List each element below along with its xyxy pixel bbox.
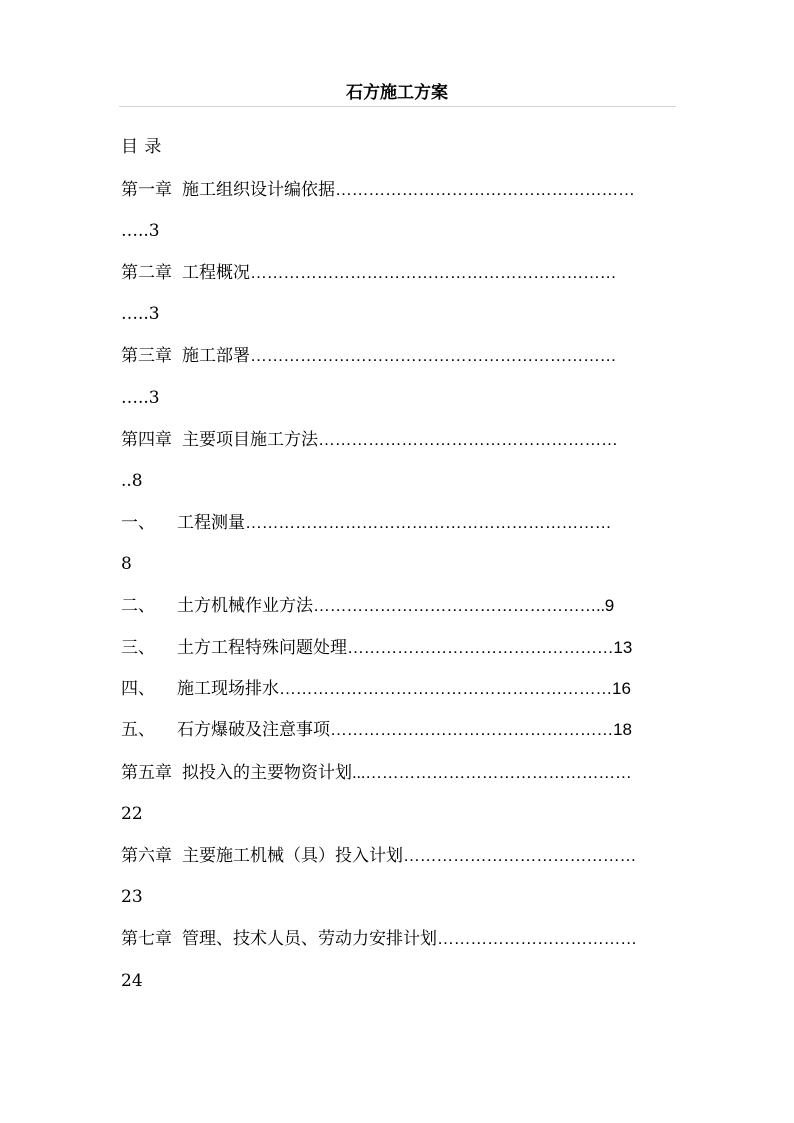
toc-entry-text: 管理、技术人员、劳动力安排计划 xyxy=(182,929,437,949)
toc-entry-leader: ...………………………………………… xyxy=(352,763,632,782)
toc-entry-text: 施工部署 xyxy=(182,346,250,366)
toc-entry-page: ..8 xyxy=(121,471,143,491)
toc-entry-leader: ………………………………………… xyxy=(347,638,614,657)
toc-entry-prefix: 第五章 xyxy=(121,763,172,783)
toc-entry-page: …..3 xyxy=(121,388,160,408)
toc-entry-page: 18 xyxy=(613,720,632,739)
toc-entry-section-4[interactable] xyxy=(121,677,631,701)
toc-entry-section-3[interactable] xyxy=(121,636,632,660)
toc-entry-prefix: 一、 xyxy=(121,513,155,533)
toc-entry-chapter-3[interactable] xyxy=(121,344,616,368)
toc-entry-prefix: 第四章 xyxy=(121,430,172,450)
toc-entry-page: 13 xyxy=(613,638,633,657)
toc-entry-prefix: 二、 xyxy=(121,596,155,616)
toc-entry-leader: ……………………………… xyxy=(437,929,637,948)
toc-entry-page: 16 xyxy=(612,679,631,698)
toc-entry-text: 土方工程特殊问题处理 xyxy=(177,638,347,658)
toc-entry-text: 工程概况 xyxy=(182,263,250,283)
toc-entry-leader: ………………………………………………………… xyxy=(250,346,617,365)
toc-entry-leader: ……………………………………………… xyxy=(335,180,635,199)
toc-entry-page: 22 xyxy=(121,804,143,824)
toc-entry-chapter-4[interactable] xyxy=(121,428,618,452)
toc-entry-page: 8 xyxy=(121,554,132,574)
toc-entry-leader: …………………………………………………… xyxy=(279,679,613,698)
toc-entry-text: 施工现场排水 xyxy=(177,679,279,699)
toc-entry-section-1[interactable] xyxy=(121,511,611,535)
toc-entry-prefix: 第三章 xyxy=(121,346,172,366)
toc-entry-section-2[interactable] xyxy=(121,594,614,618)
page-header-title: 石方施工方案 xyxy=(346,83,448,103)
toc-entry-chapter-6[interactable] xyxy=(121,844,636,868)
toc-entry-chapter-1[interactable] xyxy=(121,178,635,202)
toc-entry-page: 24 xyxy=(121,971,143,991)
toc-entry-prefix: 第一章 xyxy=(121,180,172,200)
toc-entry-section-5[interactable] xyxy=(121,718,632,742)
toc-entry-prefix: 四、 xyxy=(121,679,155,699)
toc-entry-prefix: 五、 xyxy=(121,720,155,740)
toc-entry-text: 拟投入的主要物资计划 xyxy=(182,763,352,783)
toc-entry-leader: ……………………………………………… xyxy=(318,430,618,449)
header-divider xyxy=(119,106,676,107)
toc-entry-prefix: 第七章 xyxy=(121,929,172,949)
toc-entry-leader: ………………………………………………………… xyxy=(250,263,617,282)
toc-entry-page: 23 xyxy=(121,887,143,907)
toc-entry-leader: …………………………………… xyxy=(403,846,637,865)
toc-entry-text: 施工组织设计编依据 xyxy=(182,180,335,200)
toc-entry-chapter-7[interactable] xyxy=(121,927,637,951)
toc-entry-text: 主要施工机械（具）投入计划 xyxy=(182,846,403,866)
toc-entry-page: …..3 xyxy=(121,221,160,241)
toc-entry-text: 土方机械作业方法 xyxy=(177,596,313,616)
toc-entry-leader: ………………………………………………………… xyxy=(245,513,612,532)
toc-entry-page: …..3 xyxy=(121,304,160,324)
toc-entry-prefix: 第六章 xyxy=(121,846,172,866)
toc-entry-text: 石方爆破及注意事项 xyxy=(177,720,330,740)
toc-entry-prefix: 三、 xyxy=(121,638,155,658)
toc-entry-leader: …………………………………………… xyxy=(330,720,614,739)
toc-entry-text: 主要项目施工方法 xyxy=(182,430,318,450)
toc-entry-chapter-2[interactable] xyxy=(121,261,616,285)
toc-entry-leader: …………………………………………….. xyxy=(313,596,605,615)
toc-heading: 目 录 xyxy=(121,137,162,157)
toc-entry-text: 工程测量 xyxy=(177,513,245,533)
toc-entry-chapter-5[interactable] xyxy=(121,761,632,785)
toc-entry-prefix: 第二章 xyxy=(121,263,172,283)
toc-entry-page: 9 xyxy=(604,596,615,615)
